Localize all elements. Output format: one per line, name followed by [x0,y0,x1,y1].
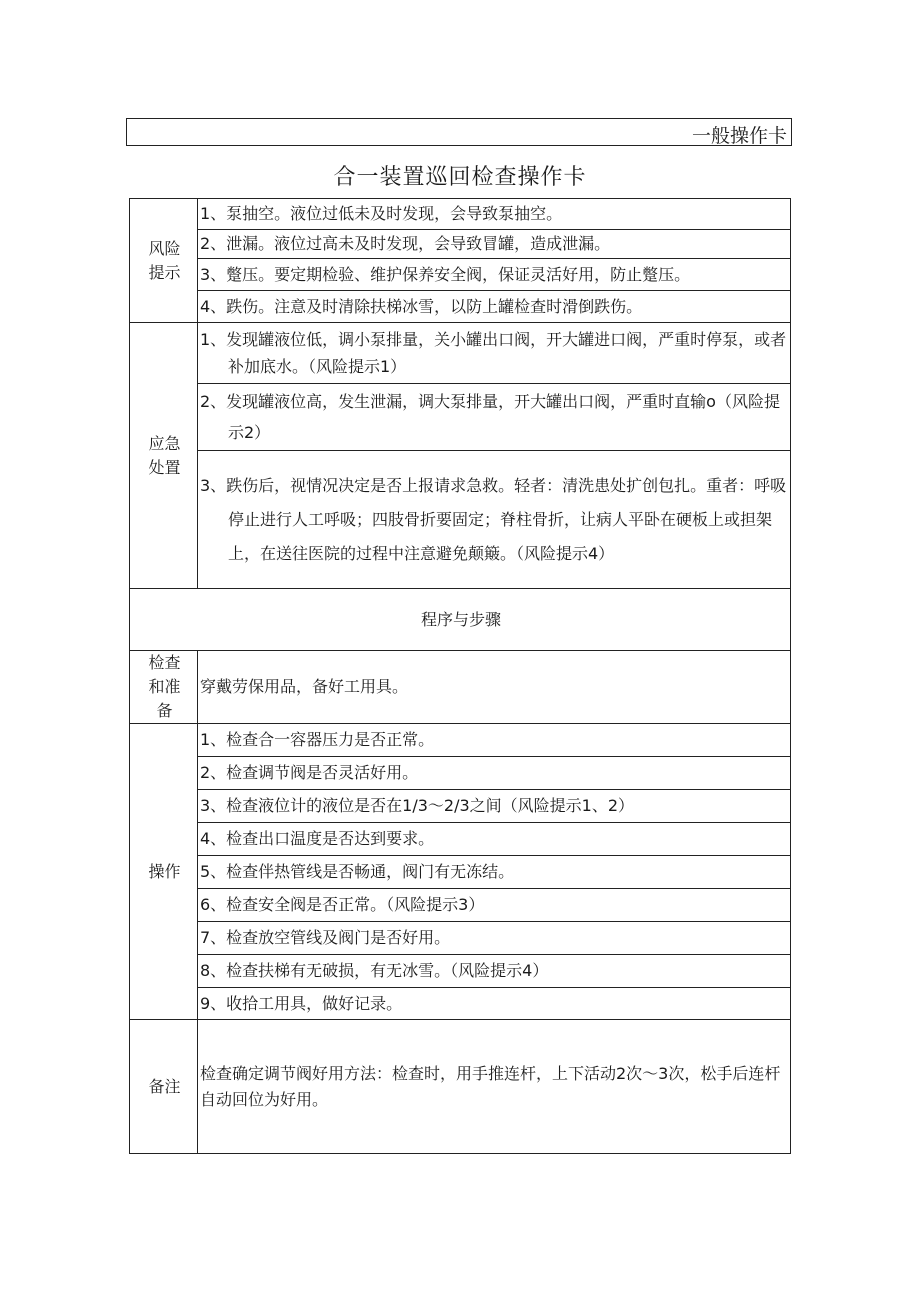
risk-label: 风险提示 [148,238,181,282]
risk-item: 1、泵抽空。液位过低未及时发现，会导致泵抽空。 [198,199,791,230]
risk-row-2 [130,230,791,259]
emergency-row-1 [130,323,791,384]
risk-item: 3、蹩压。要定期检验、维护保养安全阀，保证灵活好用，防止蹩压。 [198,259,791,291]
risk-label-cell [130,199,198,323]
operation-card-table [129,198,791,1154]
emergency-item: 1、发现罐液位低，调小泵排量，关小罐出口阀，开大罐进口阀，严重时停泵，或者补加底水。（风险提示1） [198,323,791,384]
procedure-heading-row [130,589,791,651]
operation-row [130,724,791,757]
operation-item: 4、检查出口温度是否达到要求。 [198,823,791,856]
operation-row [130,856,791,889]
emergency-item: 2、发现罐液位高，发生泄漏，调大泵排量，开大罐出口阀，严重时直输o（风险提示2） [198,384,791,451]
operation-row [130,889,791,922]
prep-label: 检查和准备 [148,653,181,720]
operation-item: 1、检查合一容器压力是否正常。 [198,724,791,757]
card-type-label: 一般操作卡 [691,125,787,147]
operation-item: 8、检查扶梯有无破损，有无冰雪。（风险提示4） [198,955,791,988]
remarks-label-cell [130,1020,198,1154]
operation-item: 7、检查放空管线及阀门是否好用。 [198,922,791,955]
operation-item: 9、收拾工用具，做好记录。 [198,988,791,1020]
operation-label: 操作 [148,861,181,881]
operation-row [130,955,791,988]
risk-row-1 [130,199,791,230]
emergency-item: 3、跌伤后，视情况决定是否上报请求急救。轻者：清洗患处扩创包扎。重者：呼吸停止进行人工呼吸；四肢骨折要固定；脊柱骨折，让病人平卧在硬板上或担架上，在送往医院的过程中注意避免颠簸。（风险提示4） [198,451,791,589]
operation-row [130,757,791,790]
operation-item: 2、检查调节阀是否灵活好用。 [198,757,791,790]
prep-row [130,651,791,724]
operation-row [130,790,791,823]
emergency-label-cell [130,323,198,589]
operation-item: 5、检查伴热管线是否畅通，阀门有无冻结。 [198,856,791,889]
page-title: 合一装置巡回检查操作卡 [333,165,587,190]
emergency-row-3 [130,451,791,589]
risk-item: 4、跌伤。注意及时清除扶梯冰雪，以防上罐检查时滑倒跌伤。 [198,291,791,323]
risk-row-4 [130,291,791,323]
procedure-heading: 程序与步骤 [130,589,791,651]
remarks-row [130,1020,791,1154]
operation-item: 6、检查安全阀是否正常。（风险提示3） [198,889,791,922]
prep-label-cell [130,651,198,724]
operation-row [130,922,791,955]
operation-row [130,988,791,1020]
emergency-row-2 [130,384,791,451]
risk-item: 2、泄漏。液位过高未及时发现，会导致冒罐，造成泄漏。 [198,230,791,259]
operation-item: 3、检查液位计的液位是否在1/3～2/3之间（风险提示1、2） [198,790,791,823]
card-type-box [126,118,792,146]
operation-label-cell [130,724,198,1020]
operation-row [130,823,791,856]
risk-row-3 [130,259,791,291]
prep-text: 穿戴劳保用品，备好工用具。 [198,651,791,724]
emergency-label: 应急处置 [148,433,181,477]
remarks-label: 备注 [148,1076,181,1096]
remarks-text: 检查确定调节阀好用方法：检查时，用手推连杆，上下活动2次～3次，松手后连杆自动回位为好用。 [198,1020,791,1154]
